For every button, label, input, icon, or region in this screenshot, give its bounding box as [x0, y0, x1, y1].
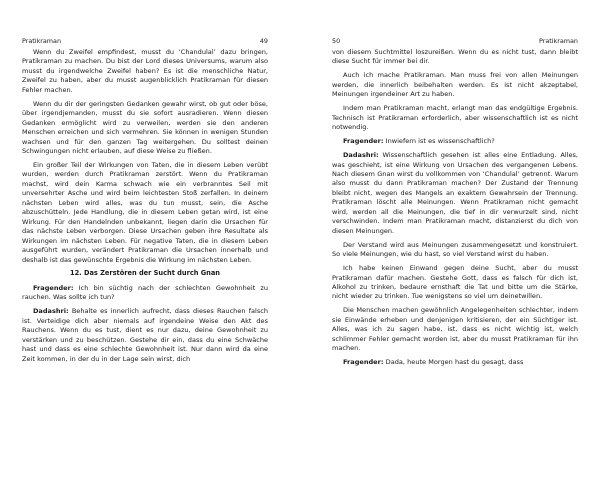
paragraph: Wenn du dir der geringsten Gedanken gewahr wirst, ob gut oder böse, über irgendjemanden, musst du sie sofort ausradieren. Wenn diesen Gedanken ermöglicht wird zu verweilen, werden sie den anderen Menschen erreichen und sich vermehren. Sie können in wenigen Stunden wachsen und für den ganzen Tag weitergehen. Du solltest deinen Schwingungen nicht erlauben, auf diese Weise zu fließen.: [22, 99, 268, 156]
dialogue-paragraph: [332, 137, 578, 146]
page-number: 49: [259, 37, 268, 45]
dialogue-paragraph: [22, 307, 268, 364]
dialogue-text: Wissenschaftlich gesehen ist alles eine Entladung. Alles, was geschieht, ist eine Wirkung von Ursachen des vergangenen Lebens. Nach diesem Gnan wirst du vollkommen von ‘Chandulal’ getrennt. Warum also musst du dann Pratikraman machen? Der Zustand der Trennung bleibt nicht, wegen des Mangels an exaktem Gewahrsein der Trennung. Pratikraman löscht alle Meinungen. Wenn Pratikraman nicht gemacht wird, werden all die Meinungen, die tief in dir verwurzelt sind, nicht verschwinden. Indem man Pratikraman macht, distanzierst du dich von diesen Meinungen.: [332, 151, 579, 235]
dialogue-text: Ich bin süchtig nach der schlechten Gewohnheit zu rauchen. Was sollte ich tun?: [22, 283, 268, 302]
dialogue-paragraph: [332, 151, 578, 236]
dialogue-text: Dada, heute Morgen hast du gesagt, dass: [385, 358, 524, 367]
speaker-label: Fragender:: [33, 283, 74, 292]
dialogue-paragraph: [22, 284, 268, 303]
page-number: 50: [332, 37, 341, 45]
left-running-head: [22, 36, 268, 46]
paragraph: Die Menschen machen gewöhnlich Angelegenheiten schlechter, indem sie Einwände erheben und denjenigen kritisieren, der ein Süchtiger ist. Alles, was ich zu sagen habe, ist, dass es nicht wichtig ist, welch schlimmer Fehler gemacht worden ist, aber du musst Pratikraman für ihn machen.: [332, 306, 578, 353]
speaker-label: Fragender:: [343, 358, 384, 367]
right-running-head: [332, 36, 578, 46]
left-page: [22, 0, 268, 484]
paragraph: Ein großer Teil der Wirkungen von Taten, die in diesem Leben verübt wurden, werden durch Pratikraman zerstört. Wenn du Pratikraman machst, wird dein Karma schwach wie ein verbranntes Seil mit unversehrter Asche und wird beim leichtesten Stoß zerfallen. In deinem nächsten Leben wird alles, was du tun musst, sein, die Asche abzuschütteln. Jede Handlung, die in diesem Leben getan wird, ist eine Wirkung. Für den Handelnden unbekannt, liegen darin die Ursachen für das nächste Leben verborgen. Diese Ursachen geben ihre Resultate als Wirkungen im nächsten Leben. Für negative Taten, die in diesem Leben ausgeführt wurden, verändert Pratikraman die Ursachen innerhalb und deshalb ist das gewünschte Ergebnis die Wirkung im nächsten Leben.: [22, 160, 268, 264]
paragraph: Der Verstand wird aus Meinungen zusammengesetzt und konstruiert. So viele Meinungen, wie du hast, so viel Verstand wirst du haben.: [332, 240, 578, 259]
left-page-body: [22, 48, 268, 369]
paragraph: Auch ich mache Pratikraman. Man muss frei von allen Meinungen werden, die innerlich beibehalten werden. Es ist nicht akzeptabel, Meinungen irgendeiner Art zu haben.: [332, 71, 578, 99]
paragraph: Ich habe keinen Einwand gegen deine Sucht, aber du musst Pratikraman dafür machen. Gestehe Gott, dass es falsch für dich ist, Alkohol zu trinken, bedaure ernsthaft die Tat und bitte um die Stärke, nicht wieder zu trinken. Tue wenigstens so viel um deinetwillen.: [332, 264, 578, 301]
right-page-body: [332, 48, 578, 372]
speaker-label: Fragender:: [343, 137, 384, 146]
dialogue-text: Behalte es innerlich aufrecht, dass dieses Rauchen falsch ist. Verteidige dich aber niemals auf irgendeine Weise den Akt des Rauchens. Wenn du es tust, dient es nur dazu, deine Gewohnheit zu verstärken und zu beschützen. Gestehe dir ein, dass du eine Schwäche hast und dass es eine schlechte Gewohnheit ist. Nur dann wird da eine Zeit kommen, in der du in der Lage sein wirst, dich: [22, 307, 269, 363]
paragraph: von diesem Suchtmittel loszureißen. Wenn du es nicht tust, dann bleibt diese Sucht für immer bei dir.: [332, 48, 578, 66]
right-page: [332, 0, 578, 484]
section-heading: 12. Das Zerstören der Sucht durch Gnan: [70, 269, 220, 278]
running-title: Pratikraman: [22, 37, 62, 45]
paragraph: Indem man Pratikraman macht, erlangt man das endgültige Ergebnis. Technisch ist Pratikraman erforderlich, aber wissenschaftlich ist es nicht notwendig.: [332, 104, 578, 132]
speaker-label: Dadashri:: [343, 151, 379, 160]
speaker-label: Dadashri:: [33, 307, 69, 316]
dialogue-text: Inwiefern ist es wissenschaftlich?: [385, 137, 495, 146]
dialogue-paragraph: [332, 358, 578, 367]
running-title: Pratikraman: [538, 37, 578, 45]
paragraph: Wenn du Zweifel empfindest, musst du ‘Chandulal’ dazu bringen, Pratikraman zu machen. Du bist der Lord dieses Universums, warum also musst du irgendwelche Zweifel haben? Es ist die menschliche Natur, Zweifel zu haben, aber du musst augenblicklich Pratikraman für diesen Fehler machen.: [22, 48, 268, 94]
